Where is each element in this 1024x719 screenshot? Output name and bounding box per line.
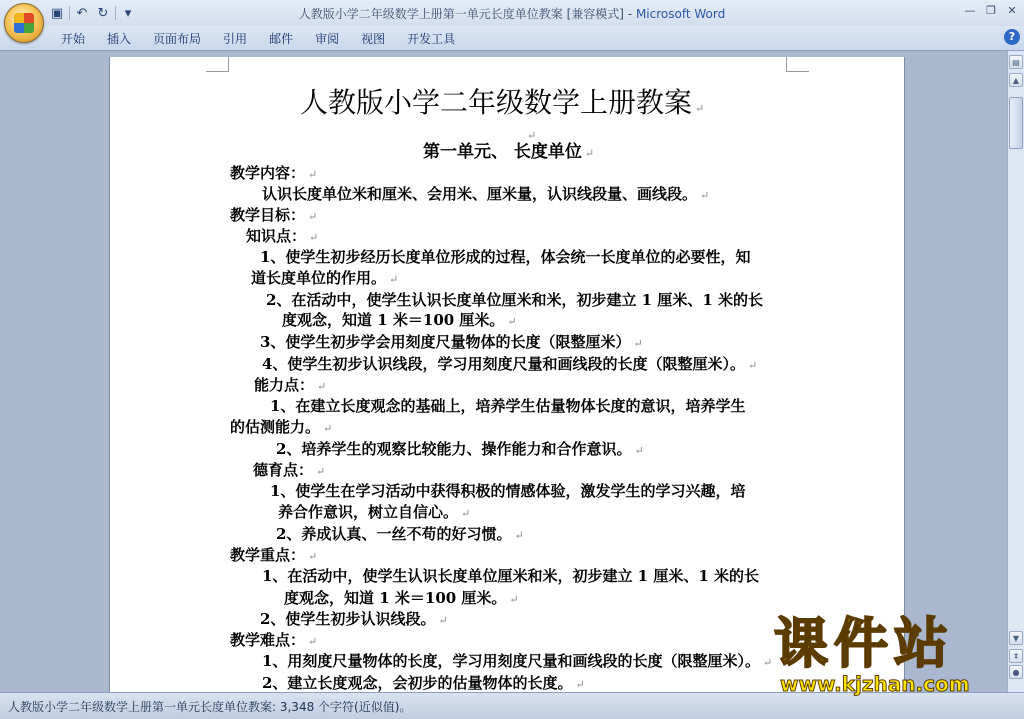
office-logo-icon	[14, 13, 34, 33]
document-line	[230, 416, 332, 437]
scroll-up-icon[interactable]: ▲	[1009, 73, 1023, 87]
previous-page-icon[interactable]: ⇞	[1009, 649, 1023, 663]
paragraph-mark-icon: ↵	[309, 231, 319, 244]
title-separator: -	[623, 7, 636, 21]
line-text: 能力点：	[254, 376, 315, 394]
document-line	[282, 309, 517, 330]
paragraph-mark-icon: ↵	[389, 273, 399, 286]
document-line	[270, 480, 745, 501]
document-line	[260, 331, 643, 352]
document-area	[0, 51, 1008, 692]
save-icon[interactable]: ▣	[50, 5, 64, 21]
watermark-logo: 课件站	[774, 612, 954, 675]
line-text: 2、在活动中，使学生认识长度单位厘米和米，初步建立 1 厘米、1 米的长	[266, 291, 763, 309]
line-text: 养合作意识，树立自信心。	[278, 503, 459, 521]
window-controls	[960, 2, 1022, 18]
paragraph-mark-icon: ↵	[308, 550, 318, 563]
document-line	[262, 672, 585, 692]
tab-references[interactable]: 引用	[223, 32, 248, 46]
line-text: 第一单元、 长度单位	[423, 142, 582, 162]
document-line	[230, 629, 317, 650]
line-text: 教学目标：	[230, 206, 306, 224]
unit-heading	[423, 137, 594, 162]
paragraph-mark-icon: ↵	[634, 444, 644, 457]
paragraph-mark-icon: ↵	[762, 656, 773, 669]
document-line	[230, 544, 317, 565]
restore-icon[interactable]: ❐	[986, 3, 996, 17]
line-text: 2、建立长度观念，会初步的估量物体的长度。	[262, 674, 573, 692]
paragraph-mark-icon: ↵	[514, 529, 524, 542]
document-line	[262, 650, 772, 671]
line-text: 3、使学生初步学会用刻度尺量物体的长度（限整厘米）	[260, 333, 631, 351]
paragraph-mark-icon: ↵	[438, 614, 448, 627]
scroll-down-icon[interactable]: ▼	[1009, 631, 1023, 645]
line-text: 度观念，知道 1 米＝100 厘米。	[282, 311, 505, 329]
document-line	[276, 438, 644, 459]
document-line	[266, 289, 763, 310]
line-text: 2、使学生初步认识线段。	[260, 610, 436, 628]
tab-page-layout[interactable]: 页面布局	[153, 32, 202, 46]
line-text: 1、在建立长度观念的基础上，培养学生估量物体长度的意识，培养学生	[270, 397, 746, 415]
document-page[interactable]	[110, 57, 904, 692]
paragraph-mark-icon: ↵	[323, 422, 333, 435]
crop-mark	[206, 57, 229, 72]
document-line	[230, 204, 317, 225]
customize-icon[interactable]: ▾	[124, 5, 132, 21]
line-text: 4、使学生初步认识线段，学习用刻度尺量和画线段的长度（限整厘米）。	[262, 355, 745, 373]
document-line	[276, 523, 524, 544]
tab-review[interactable]: 审阅	[315, 32, 340, 46]
document-line	[262, 565, 759, 586]
line-text: 道长度单位的作用。	[251, 269, 387, 287]
close-icon[interactable]: ✕	[1007, 3, 1017, 17]
paragraph-mark-icon: ↵	[575, 678, 585, 691]
paragraph-mark-icon: ↵	[317, 380, 327, 393]
document-line	[278, 501, 470, 522]
tab-mailings[interactable]: 邮件	[269, 32, 294, 46]
document-heading	[300, 81, 704, 121]
paragraph-mark-icon: ↵	[695, 102, 705, 115]
office-button[interactable]	[4, 3, 44, 43]
paragraph-mark-icon: ↵	[527, 129, 537, 142]
ruler-toggle-icon[interactable]: ▤	[1009, 55, 1023, 69]
line-text: 教学重点：	[230, 546, 306, 564]
paragraph-mark-icon: ↵	[633, 337, 643, 350]
status-text: 人教版小学二年级数学上册第一单元长度单位教案: 3,348 个字符(近似值)。	[8, 700, 412, 714]
watermark-url: www.kjzhan.com	[780, 672, 970, 696]
crop-mark	[786, 57, 809, 72]
minimize-icon[interactable]: —	[964, 3, 976, 17]
line-text: 德育点：	[253, 461, 314, 479]
tab-view[interactable]: 视图	[361, 32, 386, 46]
paragraph-mark-icon: ↵	[509, 593, 519, 606]
document-line	[253, 459, 325, 480]
line-text: 的估测能力。	[230, 418, 321, 436]
tab-home[interactable]: 开始	[61, 32, 86, 46]
line-text: 1、在活动中，使学生认识长度单位厘米和米，初步建立 1 厘米、1 米的长	[262, 567, 759, 585]
line-text: 人教版小学二年级数学上册教案	[300, 86, 693, 119]
line-text: 认识长度单位米和厘米、会用米、厘米量，认识线段量、画线段。	[262, 185, 698, 203]
document-line	[262, 353, 757, 374]
line-text: 2、培养学生的观察比较能力、操作能力和合作意识。	[276, 440, 632, 458]
paragraph-mark-icon: ↵	[747, 359, 758, 372]
line-text: 1、使学生在学习活动中获得积极的情感体验，激发学生的学习兴趣，培	[270, 482, 746, 500]
line-text: 教学难点：	[230, 631, 306, 649]
tab-insert[interactable]: 插入	[107, 32, 132, 46]
undo-icon[interactable]: ↶	[76, 5, 88, 21]
vertical-scrollbar[interactable]	[1007, 51, 1024, 692]
line-text: 知识点：	[246, 227, 307, 245]
help-icon[interactable]: ?	[1004, 29, 1020, 45]
paragraph-mark-icon: ↵	[308, 210, 318, 223]
line-text: 2、养成认真、一丝不苟的好习惯。	[276, 525, 512, 543]
paragraph-mark-icon: ↵	[308, 635, 318, 648]
document-line	[246, 225, 318, 246]
document-line	[254, 374, 326, 395]
scroll-thumb[interactable]	[1009, 97, 1023, 149]
line-text: 1、使学生初步经历长度单位形成的过程，体会统一长度单位的必要性，知	[260, 248, 751, 266]
paragraph-mark-icon: ↵	[507, 315, 517, 328]
paragraph-mark-icon: ↵	[461, 507, 471, 520]
document-line	[270, 395, 745, 416]
paragraph-mark-icon: ↵	[584, 147, 595, 160]
window-title	[0, 5, 1024, 22]
status-bar	[0, 692, 1024, 719]
line-text: 教学内容：	[230, 164, 306, 182]
browse-object-icon[interactable]: ●	[1009, 665, 1023, 679]
document-line	[284, 587, 519, 608]
ribbon-tabs	[50, 30, 466, 48]
paragraph-mark-icon: ↵	[308, 168, 318, 181]
document-title: 人教版小学二年级数学上册第一单元长度单位教案 [兼容模式]	[298, 7, 624, 21]
ribbon	[0, 26, 1024, 51]
document-line	[262, 183, 709, 204]
title-bar	[0, 0, 1024, 26]
paragraph-mark-icon: ↵	[316, 465, 326, 478]
paragraph-mark-icon: ↵	[700, 189, 710, 202]
line-text: 度观念，知道 1 米＝100 厘米。	[284, 589, 507, 607]
line-text: 1、用刻度尺量物体的长度，学习用刻度尺量和画线段的长度（限整厘米）。	[262, 652, 760, 670]
document-line	[260, 246, 750, 267]
document-line	[260, 608, 448, 629]
document-line	[230, 162, 317, 183]
app-name: Microsoft Word	[635, 7, 726, 21]
tab-developer[interactable]: 开发工具	[407, 32, 456, 46]
watermark	[774, 614, 1010, 696]
document-line	[251, 267, 398, 288]
redo-icon[interactable]: ↻	[97, 5, 109, 21]
